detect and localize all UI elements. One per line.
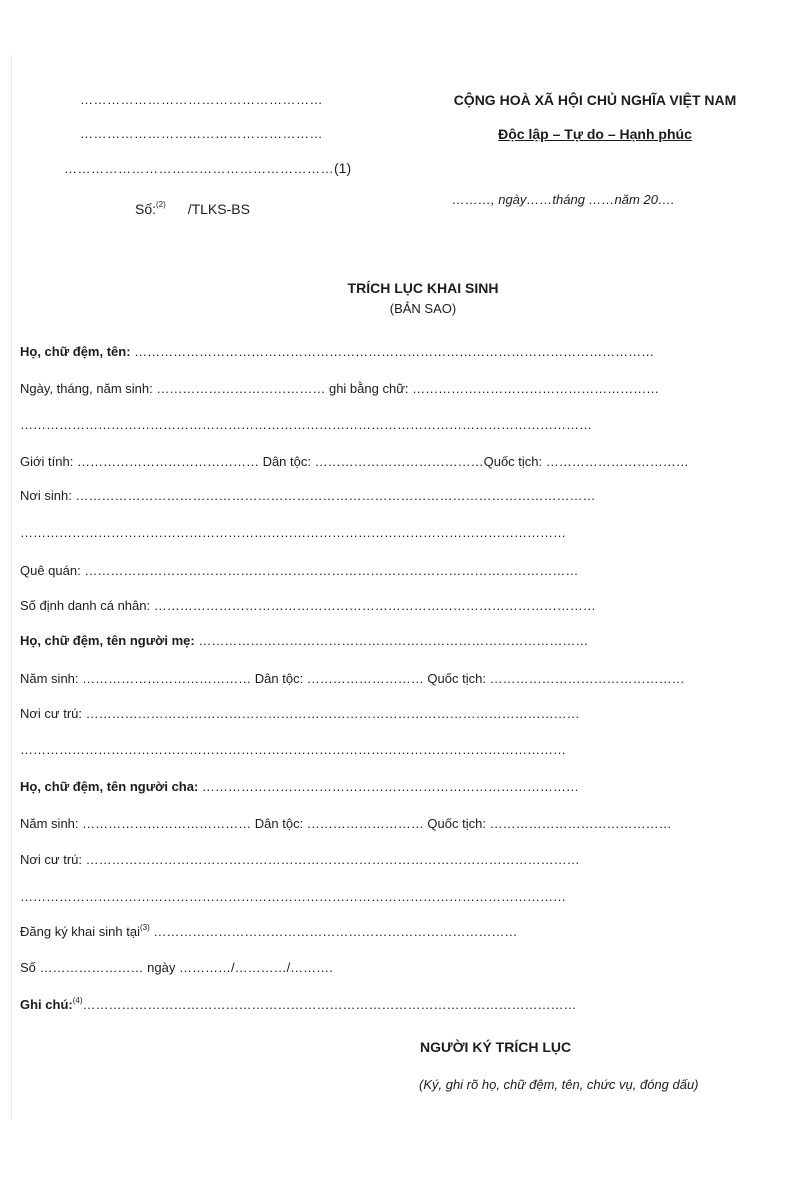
row-mother-residence-continued: ………………………………………………………………………………………………………………: [20, 742, 566, 757]
row-father-residence: Nơi cư trú: ……………………………………………………………………………………………………: [20, 852, 580, 867]
note-label: Ghi chú:: [20, 997, 73, 1012]
row-birthplace: Nơi sinh: …………………………………………………………………………………………………………: [20, 488, 596, 503]
father-residence-label: Nơi cư trú:: [20, 852, 83, 867]
father-ethnicity-label: Dân tộc:: [254, 816, 304, 831]
issuer-dots-line-3: [64, 161, 351, 175]
mother-name-label: Họ, chữ đệm, tên người mẹ:: [20, 633, 195, 648]
row-registered-at: Đăng ký khai sinh tại$^{(3)}$ …………………………………………………………………………: [20, 923, 518, 939]
registered-at-footnote: (3): [139, 923, 150, 932]
registration-number-label: Số: [20, 960, 36, 975]
row-hometown: Quê quán: ……………………………………………………………………………………………………: [20, 563, 579, 578]
father-nationality-label: Quốc tịch:: [427, 816, 486, 831]
nationality-label: Quốc tịch:: [483, 454, 543, 469]
registered-at-label: Đăng ký khai sinh tại: [20, 924, 140, 939]
ethnicity-label: Dân tộc:: [262, 454, 311, 469]
motto: Độc lập – Tự do – Hạnh phúc: [498, 126, 692, 142]
father-name-label: Họ, chữ đệm, tên người cha:: [20, 779, 199, 794]
issuer-dots-line-1: ………………………………………………: [80, 92, 323, 107]
row-note: Ghi chú:$^{(4)}$……………………………………………………………………………………………………: [20, 996, 577, 1012]
mother-residence-label: Nơi cư trú:: [20, 706, 83, 721]
number-label: Số:: [135, 201, 157, 217]
row-father-details: Năm sinh: ………………………………… Dân tộc: ……………………… Quốc tịch: ……………………………………: [20, 816, 672, 831]
row-father-residence-continued: ………………………………………………………………………………………………………………: [20, 889, 566, 904]
row-personal-id: Số định danh cá nhân: …………………………………………………………………………………………: [20, 598, 596, 613]
row-full-name: Họ, chữ đệm, tên: …………………………………………………………………………………………………………: [20, 344, 655, 359]
hometown-label: Quê quán:: [20, 563, 81, 578]
row-gender: Giới tính: …………………………………… Dân tộc: …………………………………Quốc tịch: ……………………………: [20, 454, 689, 469]
row-dob: Ngày, tháng, năm sinh: ………………………………… ghi bằng chữ: …………………………………………………: [20, 381, 660, 396]
document-number: [135, 202, 250, 216]
row-mother-details: Năm sinh: ………………………………… Dân tộc: ……………………… Quốc tịch: ………………………………………: [20, 671, 685, 686]
signer-instruction: (Ký, ghi rõ họ, chữ đệm, tên, chức vụ, đóng dấu): [419, 1077, 699, 1092]
personal-id-label: Số định danh cá nhân:: [20, 598, 151, 613]
birthplace-label: Nơi sinh:: [20, 488, 72, 503]
document-subtitle: (BẢN SAO): [389, 301, 457, 316]
mother-birth-year-label: Năm sinh:: [20, 671, 79, 686]
issuer-dots-line-2: ………………………………………………: [80, 126, 323, 141]
row-father-name: Họ, chữ đệm, tên người cha: ……………………………………………………………………………: [20, 779, 579, 794]
mother-nationality-label: Quốc tịch:: [427, 671, 486, 686]
row-birthplace-continued: ………………………………………………………………………………………………………………: [20, 525, 566, 540]
note-footnote: (4): [72, 996, 83, 1005]
row-mother-name: Họ, chữ đệm, tên người mẹ: ………………………………………………………………………………: [20, 633, 589, 648]
registration-date-label: ngày: [147, 960, 176, 975]
signer-title: NGƯỜI KÝ TRÍCH LỤC: [420, 1039, 572, 1055]
number-footnote: (2): [156, 200, 166, 209]
dob-label: Ngày, tháng, năm sinh:: [20, 381, 153, 396]
page-edge-divider: [11, 55, 12, 1120]
issuer-dots-3: ……………………………………………………: [64, 161, 334, 176]
dob-words-label: ghi bằng chữ:: [328, 381, 409, 396]
mother-ethnicity-label: Dân tộc:: [254, 671, 304, 686]
date-line: ………, ngày……tháng ……năm 20….: [452, 192, 675, 207]
row-mother-residence: Nơi cư trú: ……………………………………………………………………………………………………: [20, 706, 580, 721]
row-dob-continued: ……………………………………………………………………………………………………………………: [20, 417, 592, 432]
father-birth-year-label: Năm sinh:: [20, 816, 79, 831]
number-suffix: /TLKS-BS: [187, 201, 250, 217]
full-name-label: Họ, chữ đệm, tên:: [20, 344, 131, 359]
gender-label: Giới tính:: [20, 454, 74, 469]
nation-heading: CỘNG HOÀ XÃ HỘI CHỦ NGHĨA VIỆT NAM: [453, 92, 737, 108]
row-registration-number: Số …………………… ngày …………/…………/……….: [20, 960, 333, 975]
issuer-footnote-ref: (1): [334, 160, 352, 176]
document-title: TRÍCH LỤC KHAI SINH: [347, 280, 499, 296]
